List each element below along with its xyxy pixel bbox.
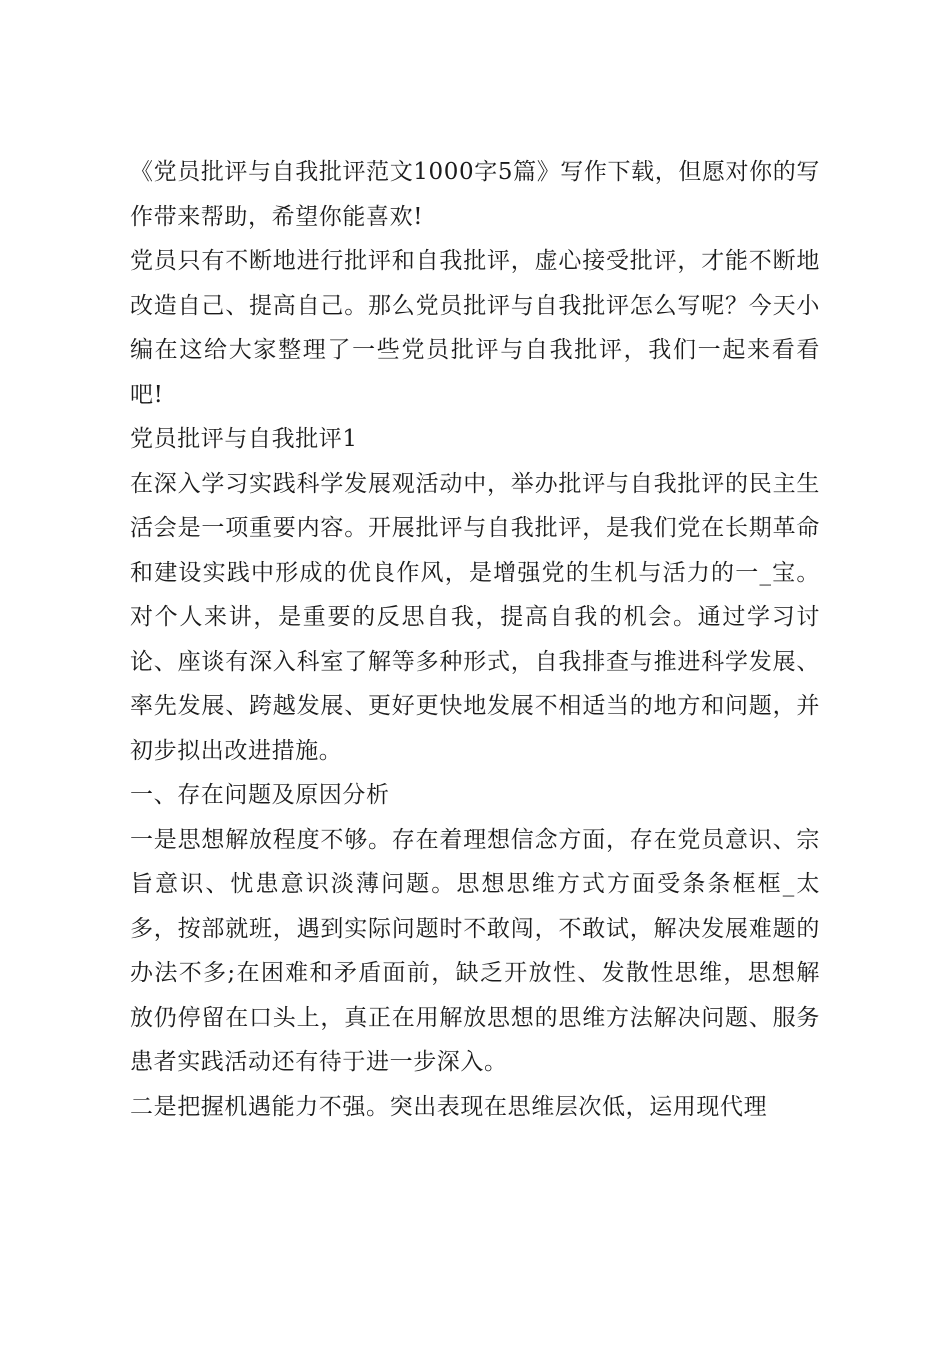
document-body: [130, 150, 820, 1129]
section-title: 党员批评与自我批评1: [130, 426, 358, 452]
subsection-heading: 一、存在问题及原因分析: [130, 782, 390, 808]
body-paragraph: 在深入学习实践科学发展观活动中，举办批评与自我批评的民主生活会是一项重要内容。开展批评与自我批评，是我们党在长期革命和建设实践中形成的优良作风，是增强党的生机与活力的一_宝。对个人来讲，是重要的反思自我，提高自我的机会。通过学习讨论、座谈有深入科室了解等多种形式，自我排查与推进科学发展、率先发展、跨越发展、更好更快地发展不相适当的地方和问题，并初步拟出改进措施。: [130, 470, 820, 764]
body-paragraph: 二是把握机遇能力不强。突出表现在思维层次低，运用现代理: [130, 1093, 768, 1120]
intro-paragraph: 《党员批评与自我批评范文1000字5篇》写作下载，但愿对你的写作带来帮助，希望你能喜欢!: [130, 159, 820, 230]
body-paragraph: 一是思想解放程度不够。存在着理想信念方面，存在党员意识、宗旨意识、忧患意识淡薄问题。思想思维方式方面受条条框框_太多，按部就班，遇到实际问题时不敢闯，不敢试，解决发展难题的办法不多;在困难和矛盾面前，缺乏开放性、发散性思维，思想解放仍停留在口头上，真正在用解放思想的思维方法解决问题、服务患者实践活动还有待于进一步深入。: [130, 826, 820, 1075]
lead-paragraph: 党员只有不断地进行批评和自我批评，虚心接受批评，才能不断地改造自己、提高自己。那么党员批评与自我批评怎么写呢？今天小编在这给大家整理了一些党员批评与自我批评，我们一起来看看吧!: [130, 248, 820, 408]
